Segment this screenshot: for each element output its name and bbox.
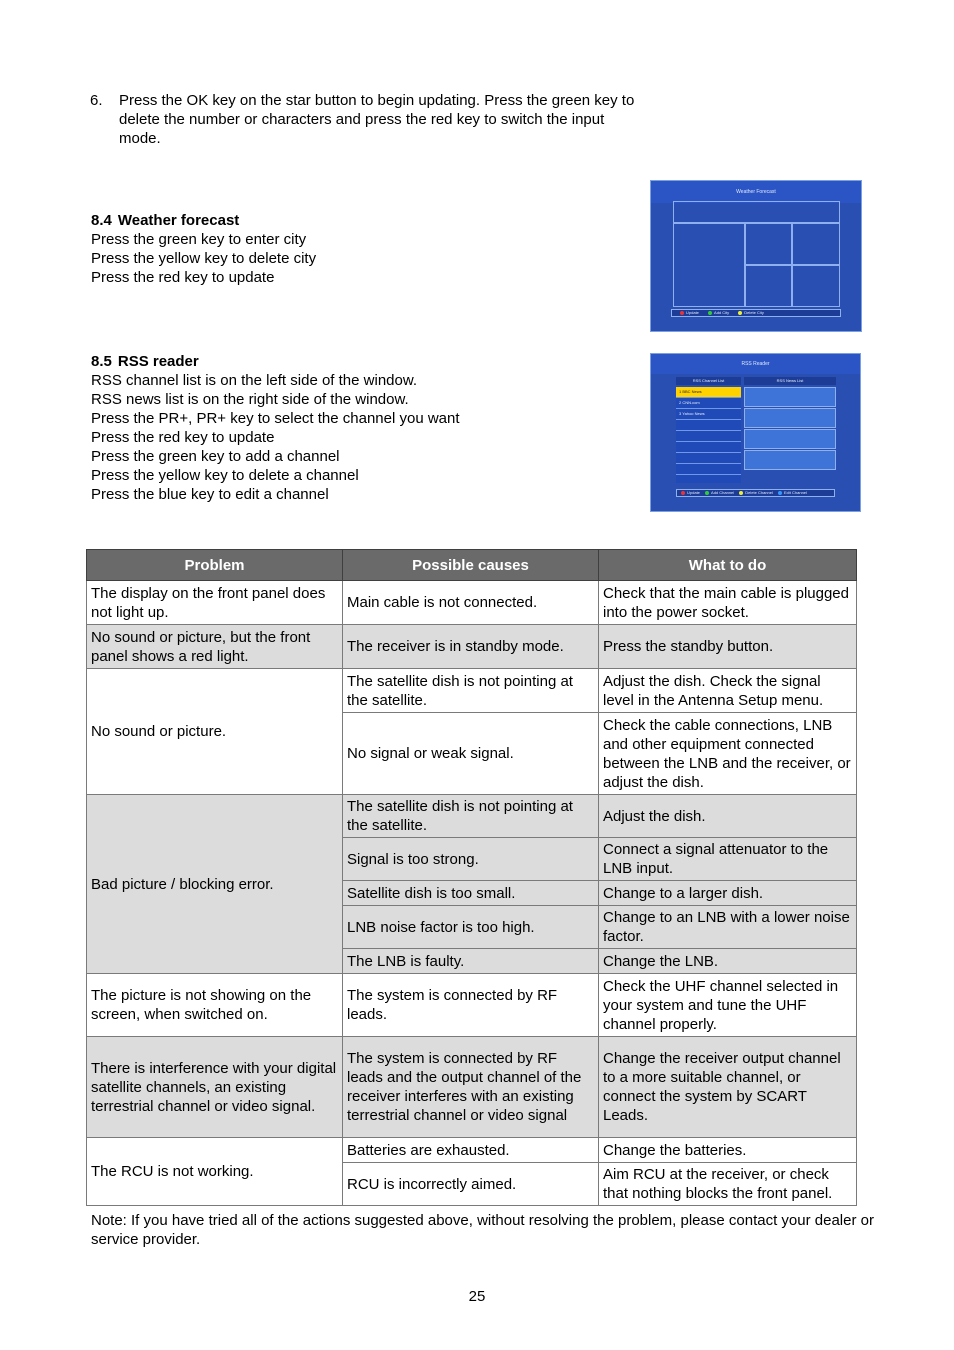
table-row — [87, 1138, 857, 1163]
rss-news-item — [744, 408, 836, 428]
header-problem: Problem — [87, 550, 343, 581]
rss-channel-header: RSS Channel List — [676, 377, 741, 385]
table-row — [87, 974, 857, 1037]
cause-cell: RCU is incorrectly aimed. — [343, 1163, 599, 1206]
rss-news-item — [744, 387, 836, 407]
rss-channel-item — [676, 442, 741, 453]
problem-cell: Bad picture / blocking error. — [87, 795, 343, 974]
cause-cell: No signal or weak signal. — [343, 713, 599, 795]
weather-today-box — [673, 223, 745, 307]
weather-line: Press the yellow key to delete city — [91, 250, 317, 267]
troubleshooting-table — [86, 549, 857, 1206]
footer-label: Update — [686, 310, 699, 315]
table-row — [87, 581, 857, 625]
weather-section — [91, 211, 631, 287]
green-key-icon — [708, 311, 712, 315]
cause-cell: Batteries are exhausted. — [343, 1138, 599, 1163]
problem-cell: No sound or picture, but the front panel shows a red light. — [87, 625, 343, 669]
rss-line: Press the yellow key to delete a channel — [91, 467, 359, 484]
weather-screenshot — [650, 180, 862, 332]
weather-day-box — [745, 223, 792, 265]
footer-label: Update — [687, 490, 700, 495]
rss-channel-list — [676, 387, 741, 483]
rss-line: Press the PR+, PR+ key to select the channel you want — [91, 410, 460, 427]
rss-channel-item — [676, 453, 741, 464]
rss-title: RSS reader — [117, 353, 199, 370]
rss-line: RSS news list is on the right side of the window. — [91, 391, 409, 408]
rss-line: Press the red key to update — [91, 429, 275, 446]
action-cell: Change the batteries. — [599, 1138, 857, 1163]
rss-line: RSS channel list is on the left side of the window. — [91, 372, 418, 389]
rss-screen-footer — [676, 489, 835, 497]
green-key-icon — [705, 491, 709, 495]
rss-channel-item: 3 Yahoo News — [676, 409, 741, 420]
cause-cell: Satellite dish is too small. — [343, 881, 599, 906]
weather-line: Press the green key to enter city — [91, 231, 307, 248]
weather-day-box — [745, 265, 792, 307]
rss-news-list — [744, 387, 836, 483]
weather-screen-footer — [671, 309, 841, 317]
red-key-icon — [681, 491, 685, 495]
table-header-row — [87, 550, 857, 581]
action-cell: Change the LNB. — [599, 949, 857, 974]
weather-heading — [91, 211, 631, 230]
cause-cell: The system is connected by RF leads. — [343, 974, 599, 1037]
action-cell: Check the cable connections, LNB and other equipment connected between the LNB and the receiver, or adjust the dish. — [599, 713, 857, 795]
problem-cell: The picture is not showing on the screen, when switched on. — [87, 974, 343, 1037]
rss-number: 8.5 — [91, 353, 112, 370]
action-cell: Change to a larger dish. — [599, 881, 857, 906]
weather-day-box — [792, 223, 840, 265]
rss-channel-item — [676, 420, 741, 431]
rss-news-item — [744, 429, 836, 449]
page-number: 25 — [468, 1288, 486, 1305]
table-row — [87, 795, 857, 838]
weather-line: Press the red key to update — [91, 269, 275, 286]
action-cell: Check that the main cable is plugged into the power socket. — [599, 581, 857, 625]
cause-cell: The receiver is in standby mode. — [343, 625, 599, 669]
weather-title: Weather forecast — [117, 212, 240, 229]
rss-channel-item: 1 BBC News — [676, 387, 741, 398]
weather-city-box — [673, 201, 840, 223]
footnote: Note: If you have tried all of the actions suggested above, without resolving the problem, please contact your dealer or service provider. — [91, 1212, 874, 1248]
weather-day-box — [792, 265, 840, 307]
cause-cell: Signal is too strong. — [343, 838, 599, 881]
action-cell: Connect a signal attenuator to the LNB input. — [599, 838, 857, 881]
weather-number: 8.4 — [91, 212, 112, 229]
rss-news-header: RSS News List — [744, 377, 836, 385]
cause-cell: Main cable is not connected. — [343, 581, 599, 625]
action-cell: Adjust the dish. Check the signal level in the Antenna Setup menu. — [599, 669, 857, 713]
weather-screen-title: Weather Forecast — [651, 181, 861, 203]
action-cell: Adjust the dish. — [599, 795, 857, 838]
table-row — [87, 1037, 857, 1138]
problem-cell: The RCU is not working. — [87, 1138, 343, 1206]
rss-channel-item — [676, 464, 741, 475]
header-what-to-do: What to do — [599, 550, 857, 581]
problem-cell: The display on the front panel does not light up. — [87, 581, 343, 625]
action-cell: Press the standby button. — [599, 625, 857, 669]
footer-label: Delete Channel — [745, 490, 773, 495]
cause-cell: The satellite dish is not pointing at the satellite. — [343, 795, 599, 838]
step-number: 6. — [90, 92, 103, 109]
cause-cell: The system is connected by RF leads and the output channel of the receiver interferes with an existing terrestrial channel or video signal — [343, 1037, 599, 1138]
action-cell: Change the receiver output channel to a more suitable channel, or connect the system by SCART Leads. — [599, 1037, 857, 1138]
header-causes: Possible causes — [343, 550, 599, 581]
cause-cell: LNB noise factor is too high. — [343, 906, 599, 949]
rss-screen-title: RSS Reader — [651, 354, 860, 374]
yellow-key-icon — [738, 311, 742, 315]
rss-line: Press the green key to add a channel — [91, 448, 340, 465]
footer-label: Add City — [714, 310, 730, 315]
action-cell: Aim RCU at the receiver, or check that nothing blocks the front panel. — [599, 1163, 857, 1206]
table-row — [87, 625, 857, 669]
rss-heading — [91, 352, 631, 371]
cause-cell: The satellite dish is not pointing at the satellite. — [343, 669, 599, 713]
rss-channel-item — [676, 431, 741, 442]
step-text: Press the OK key on the star button to begin updating. Press the green key to delete the number or characters and press the red key to switch the input mode. — [119, 92, 635, 147]
table-row — [87, 669, 857, 713]
action-cell: Check the UHF channel selected in your system and tune the UHF channel properly. — [599, 974, 857, 1037]
rss-screenshot — [650, 353, 861, 512]
footer-label: Edit Channel — [784, 490, 807, 495]
step-6 — [90, 91, 650, 148]
problem-cell: No sound or picture. — [87, 669, 343, 795]
rss-section — [91, 352, 631, 504]
footer-label: Delete City — [744, 310, 764, 315]
problem-cell: There is interference with your digital satellite channels, an existing terrestrial channel or video signal. — [87, 1037, 343, 1138]
red-key-icon — [680, 311, 684, 315]
rss-line: Press the blue key to edit a channel — [91, 486, 329, 503]
rss-channel-item: 2 CNN.com — [676, 398, 741, 409]
rss-news-item — [744, 450, 836, 470]
footer-label: Add Channel — [711, 490, 735, 495]
action-cell: Change to an LNB with a lower noise factor. — [599, 906, 857, 949]
yellow-key-icon — [739, 491, 743, 495]
cause-cell: The LNB is faulty. — [343, 949, 599, 974]
blue-key-icon — [778, 491, 782, 495]
